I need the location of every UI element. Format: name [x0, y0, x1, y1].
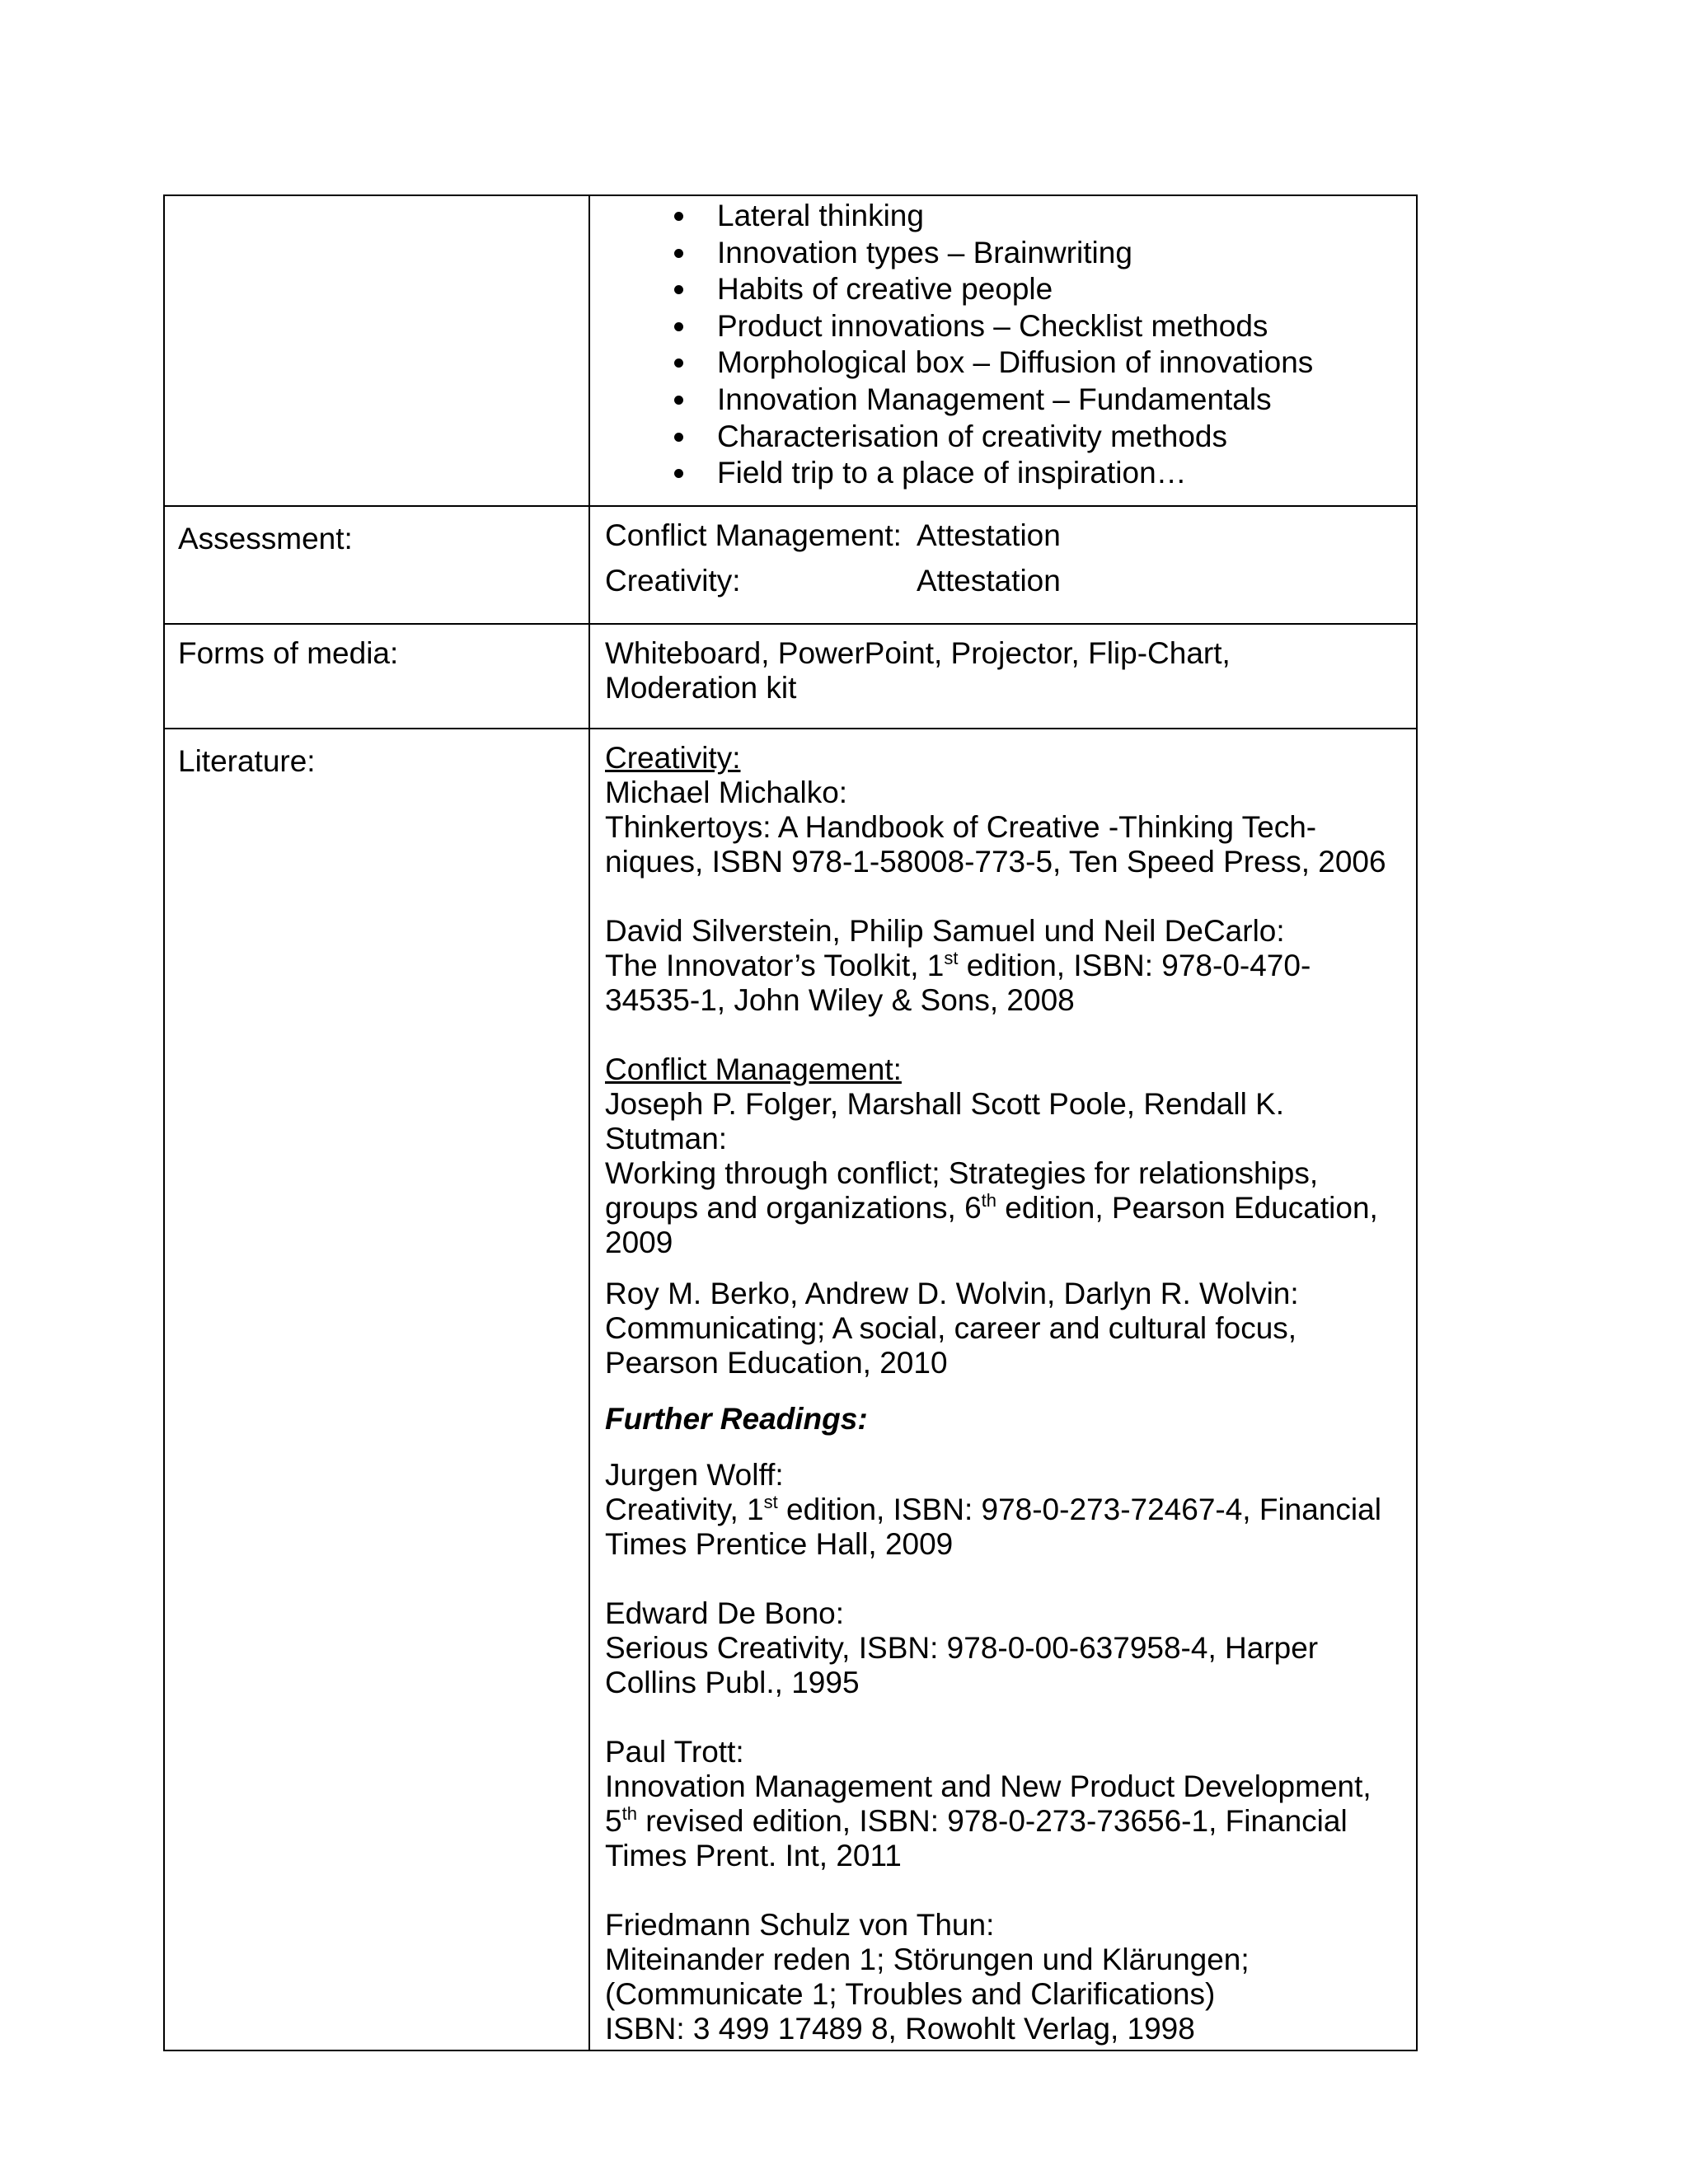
topics-bullet-list — [605, 198, 1403, 492]
reference-line: Communicating; A social, career and cultural focus, — [605, 1311, 1297, 1345]
reference-line: Pearson Education, 2010 — [605, 1346, 948, 1380]
media-label: Forms of media: — [164, 624, 589, 729]
reference-author: Paul Trott: — [605, 1735, 744, 1769]
literature-label: Literature: — [164, 729, 589, 2050]
reference-author: Stutman: — [605, 1122, 728, 1155]
assessment-line — [605, 513, 1403, 558]
media-row — [164, 624, 1417, 729]
topic-item: Innovation Management – Fundamentals — [717, 382, 1403, 419]
reference-line: Miteinander reden 1; Störungen und Klärungen; — [605, 1943, 1250, 1976]
further-readings-heading: Further Readings: — [605, 1402, 868, 1436]
media-line: Whiteboard, PowerPoint, Projector, Flip-Chart, — [605, 636, 1231, 670]
assessment-row — [164, 506, 1417, 624]
assessment-label: Assessment: — [164, 506, 589, 624]
reference-line: 2009 — [605, 1226, 673, 1259]
reference-line: Creativity, 1st edition, ISBN: 978-0-273-72467-4, Financial — [605, 1492, 1381, 1526]
literature-row — [164, 729, 1417, 2050]
reference-line: 34535-1, John Wiley & Sons, 2008 — [605, 983, 1075, 1017]
assessment-key: Creativity: — [605, 564, 741, 598]
assessment-value: Attestation — [917, 564, 1061, 598]
topic-item: Morphological box – Diffusion of innovations — [717, 344, 1403, 382]
topics-content-cell — [589, 195, 1417, 506]
reference-author: Roy M. Berko, Andrew D. Wolvin, Darlyn R. Wolvin: — [605, 1277, 1299, 1310]
topics-label-cell — [164, 195, 589, 506]
media-line: Moderation kit — [605, 671, 797, 705]
module-description-table — [163, 194, 1418, 2051]
conflict-heading: Conflict Management: — [605, 1052, 902, 1086]
assessment-key: Conflict Management: — [605, 518, 902, 552]
creativity-heading: Creativity: — [605, 741, 741, 775]
reference-line: Collins Publ., 1995 — [605, 1666, 860, 1699]
assessment-content-cell — [589, 506, 1417, 624]
reference-author: Friedmann Schulz von Thun: — [605, 1908, 995, 1942]
reference-author: Michael Michalko: — [605, 776, 848, 809]
topic-item: Habits of creative people — [717, 271, 1403, 308]
reference-line: Serious Creativity, ISBN: 978-0-00-637958-4, Harper — [605, 1631, 1319, 1665]
reference-author: Joseph P. Folger, Marshall Scott Poole, Rendall K. — [605, 1087, 1285, 1121]
reference-author: Jurgen Wolff: — [605, 1458, 784, 1492]
topic-item: Characterisation of creativity methods — [717, 419, 1403, 456]
reference-line: Times Prentice Hall, 2009 — [605, 1527, 954, 1561]
media-content-cell — [589, 624, 1417, 729]
reference-author: Edward De Bono: — [605, 1596, 845, 1630]
reference-line: Times Prent. Int, 2011 — [605, 1839, 902, 1872]
topic-item: Lateral thinking — [717, 198, 1403, 235]
reference-line: ISBN: 3 499 17489 8, Rowohlt Verlag, 1998 — [605, 2012, 1195, 2046]
reference-line: groups and organizations, 6th edition, Pearson Education, — [605, 1190, 1378, 1225]
reference-line: (Communicate 1; Troubles and Clarifications) — [605, 1977, 1216, 2011]
topics-row — [164, 195, 1417, 506]
reference-line: Thinkertoys: A Handbook of Creative -Thinking Tech- — [605, 810, 1317, 844]
reference-line: 5th revised edition, ISBN: 978-0-273-73656-1, Financial — [605, 1803, 1348, 1838]
assessment-line — [605, 558, 1403, 603]
reference-line: The Innovator’s Toolkit, 1st edition, ISBN: 978-0-470- — [605, 948, 1311, 982]
reference-author: David Silverstein, Philip Samuel und Neil DeCarlo: — [605, 914, 1285, 948]
reference-line: niques, ISBN 978-1-58008-773-5, Ten Speed Press, 2006 — [605, 845, 1386, 879]
literature-content-cell — [589, 729, 1417, 2050]
topic-item: Field trip to a place of inspiration… — [717, 455, 1403, 492]
reference-line: Innovation Management and New Product Development, — [605, 1769, 1372, 1803]
reference-line: Working through conflict; Strategies for relationships, — [605, 1156, 1319, 1190]
topic-item: Innovation types – Brainwriting — [717, 235, 1403, 272]
topic-item: Product innovations – Checklist methods — [717, 308, 1403, 345]
assessment-value: Attestation — [917, 518, 1061, 552]
